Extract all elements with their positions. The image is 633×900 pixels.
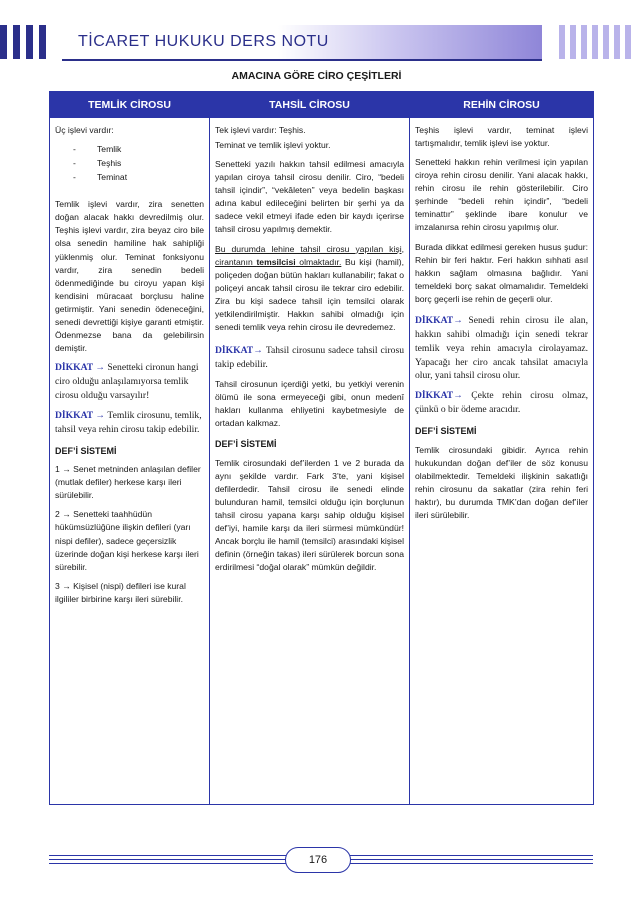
rehin-dikkat-2	[415, 389, 588, 417]
underlined-bold-text: temsilcisi	[256, 256, 296, 267]
header-bar	[13, 25, 20, 59]
dikkat-text: Senedi rehin cirosu ile alan, hakkın sahibi olmadığı için senedi tekrar temlik veya rehin amacıyla cirolayamaz. Yapacağı her ciro ancak tahsilat amacıyla olur, yani tahsil cirosu olur.	[415, 314, 588, 382]
list-item	[73, 171, 204, 184]
rehin-cell	[410, 118, 594, 805]
dikkat-text: Çekte rehin cirosu olmaz, çünkü o bir ödeme aracıdır.	[415, 390, 588, 416]
header-title: TİCARET HUKUKU DERS NOTU	[78, 33, 329, 50]
dikkat-text: Senetteki cironun hangi ciro olduğu anlaşılamıyorsa temlik cirosu olduğu varsayılır!	[55, 362, 199, 401]
dash-marker: -	[73, 158, 76, 169]
rehin-paragraph-2: Senetteki hakkın rehin verilmesi için yapılan ciroya rehin cirosu denilir. Yani alacak hakkı, rehin cirosu ile rehin gösterilebilir. Ciro şerhinde “bedeli rehin içindir”, “bedeli teminattır” şeklinde ibare konulur ve imzalanırsa rehin cirosu yapılmış olur.	[415, 157, 588, 233]
rehin-defi-heading: DEF’İ SİSTEMİ	[415, 426, 477, 437]
column-header-tahsil: TAHSİL CİROSU	[210, 92, 410, 118]
tahsil-defi-heading: DEF’İ SİSTEMİ	[215, 439, 277, 449]
list-item	[73, 143, 204, 156]
tahsil-cell	[210, 118, 410, 805]
temlik-intro: Üç işlevi vardır:	[55, 125, 114, 135]
dash-marker: -	[73, 144, 76, 155]
defi-item-2: 2 → Senetteki taahhüdün hükümsüzlüğüne ilişkin defileri (yarı nispi defiler), sadece geçersizlik üzerinde doğan kişi herkese karşı ileri sürebilir.	[55, 509, 199, 572]
temlik-dikkat-2	[55, 409, 204, 437]
header-bar	[39, 25, 46, 59]
dikkat-label: DİKKAT →	[55, 409, 108, 421]
tahsil-line-1: Tek işlevi vardır: Teşhis.	[215, 125, 306, 135]
function-label: Teminat	[97, 172, 128, 183]
dikkat-label: DİKKAT→	[215, 344, 266, 356]
header-bar	[625, 25, 631, 59]
ciro-comparison-table	[49, 91, 594, 805]
underlined-text: Bu durumda lehine tahsil cirosu yapılan kişi, cirantanın	[215, 243, 404, 267]
dikkat-text: Temlik cirosunu, temlik, tahsil veya rehin cirosu takip edebilir.	[55, 409, 202, 435]
column-header-temlik: TEMLİK CİROSU	[50, 92, 210, 118]
temlik-function-list	[55, 143, 204, 184]
dikkat-text: Tahsil cirosunu sadece tahsil cirosu takip edebilir.	[215, 344, 404, 370]
temlik-cell	[50, 118, 210, 805]
table-row	[50, 118, 594, 805]
header-bar	[592, 25, 598, 59]
tahsil-paragraph-2	[215, 243, 404, 334]
dikkat-label: DİKKAT→	[415, 390, 472, 402]
header-left-bars	[0, 25, 46, 59]
tahsil-paragraph-3: Tahsil cirosunun içerdiği yetki, bu yetkiyi verenin ölümü ile sona ermeyeceği gibi, onun medenî hakları kullanma ehliyetini kaybetmesiyle de ortadan kalkmaz.	[215, 378, 404, 428]
page-header	[0, 0, 633, 62]
header-bar	[581, 25, 587, 59]
dikkat-label: DİKKAT→	[415, 314, 469, 326]
header-bar	[559, 25, 565, 59]
list-item	[73, 157, 204, 170]
tahsil-line-2: Teminat ve temlik işlevi yoktur.	[215, 140, 331, 151]
rehin-dikkat-1	[415, 314, 588, 384]
function-label: Teşhis	[97, 158, 122, 169]
header-right-bars	[559, 25, 631, 59]
tahsil-paragraph-4: Temlik cirosundaki def’ilerden 1 ve 2 burada da aynı şekilde vardır. Fark 3’te, yani kişisel defilerdedir. Tahsil cirosu ile senedi elinde bulunduran hamil, temsilci olduğu için borçlunun tahsil cirosu yapana karşı sahip olduğu kişisel def’iyi, hamile karşı da ileri sürmesi mümkündür! Ancak borçlu ile hamil (temsilci) arasındaki kişisel definin (örneğin takas) ileri sürülerek borcun sona erdirilmesi “doğal olarak” mümkün değildir.	[215, 457, 404, 573]
tahsil-paragraph-1: Senetteki yazılı hakkın tahsil edilmesi amacıyla yapılan ciroya tahsil cirosu denilir. Ciro, “bedeli tahsil içindir”, “vekâleten” veya bedelin başkası adına kabul edileceğini belirten bir şerhi ya da sadece vekil etmeyi ifade eden bir kaydı içerirse tahsil cirosu yapılmış demektir.	[215, 159, 404, 235]
header-bar	[603, 25, 609, 59]
rehin-paragraph-3: Burada dikkat edilmesi gereken husus şudur: Rehin bir feri haktır. Feri hakkın sıhhati asıl hakkın sağlam olmasına bağlıdır. Yani temeldeki borç sakat olmamalıdır. Temeldeki borç geçerli ise rehin de geçerli olur.	[415, 241, 588, 304]
dash-marker: -	[73, 172, 76, 183]
header-bar	[0, 25, 7, 59]
header-bar	[570, 25, 576, 59]
dikkat-label: DİKKAT →	[55, 362, 108, 373]
underlined-text: olmaktadır.	[295, 256, 342, 267]
paragraph-text: Bu kişi (hamil), poliçeden doğan bütün hakları kullanabilir; fakat o poliçeyi ancak tahsil cirosu ile tekrar ciro edebilir. Zira bu kişi sadece tahsil için temsilci olarak yetkilendirilmiştir. Hakkın sahibi olmadığı için senedi temlik veya rehin cirosu ile devredemez.	[215, 256, 404, 332]
defi-item-1: 1 → Senet metninden anlaşılan defiler (mutlak defiler) herkese karşı ileri sürülebilir.	[55, 464, 201, 501]
function-label: Temlik	[97, 144, 122, 155]
rehin-paragraph-1: Teşhis işlevi vardır, teminat işlevi tartışmalıdır, temlik işlevi ise yoktur.	[415, 125, 588, 149]
table-header-row	[50, 92, 594, 118]
header-bar	[26, 25, 33, 59]
header-bar	[614, 25, 620, 59]
header-underline	[62, 59, 542, 61]
column-header-rehin: REHİN CİROSU	[410, 92, 594, 118]
temlik-defi-heading: DEF’İ SİSTEMİ	[55, 445, 117, 456]
tahsil-dikkat	[215, 344, 404, 372]
defi-item-3: 3 → Kişisel (nispi) defileri ise kural ilgililer birbirine karşı ileri sürebilir.	[55, 580, 186, 604]
temlik-paragraph: Temlik işlevi vardır, zira senetten doğan alacak hakkı devredilmiş olur. Teşhis işlevi vardır, zira beyaz ciro bile olsa senedin hamiline hak sahipliği yüklenmiş olur. Teminat fonksiyonu vardır, zira senedin bedeli ödenmediğinde bu ciroyu yapan kişi kendisini müracaat borçlusu haline getirmiştir. Yani senedin ödeneceğini, senedi devrettiği kişiye garanti etmiştir. Ödenmezse bana da gelebilirsin demiştir.	[55, 199, 204, 353]
temlik-dikkat-1	[55, 361, 204, 403]
page-number: 176	[285, 847, 351, 873]
rehin-paragraph-4: Temlik cirosundaki gibidir. Ayrıca rehin hukukundan doğan def’iler de söz konusu olabilmektedir. Temeldeki ilişkinin sakatlığı rehin cirosunu da sakatlar (zira rehin feri haktır), bu durumda TMK’dan doğan def’iler ileri sürülebilir.	[415, 444, 588, 521]
page-heading: AMACINA GÖRE CİRO ÇEŞİTLERİ	[231, 70, 402, 82]
